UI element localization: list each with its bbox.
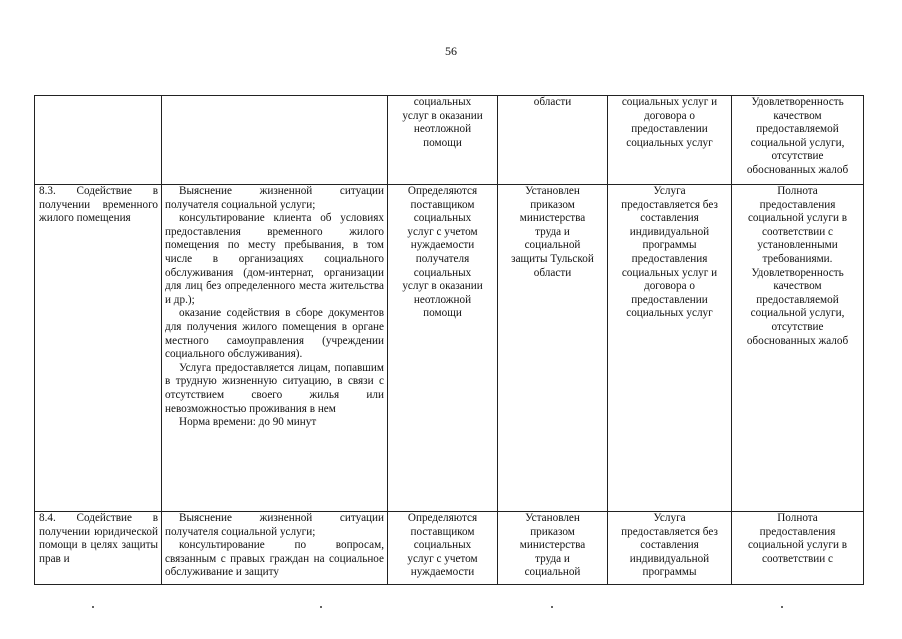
conditions-line: социальных услуг и [621, 266, 718, 279]
conditions-cell [608, 96, 732, 185]
table-row [35, 96, 864, 185]
indicators-line: предоставляемой [756, 123, 839, 136]
indicators-line: Удовлетворенность [751, 266, 844, 279]
table-row [35, 512, 864, 585]
conditions-line: составления [640, 212, 699, 225]
standard-line: Установлен [525, 512, 580, 524]
conditions-line: индивидуальной [629, 225, 710, 238]
indicators-line: качеством [773, 280, 822, 293]
conditions-line: предоставлении [631, 293, 708, 306]
indicators-line: Полнота [777, 185, 818, 197]
conditions-line: индивидуальной [629, 552, 710, 565]
conditions-line: предоставлении [631, 123, 708, 136]
conditions-line: договора о [644, 280, 695, 293]
description-cell [162, 185, 388, 512]
description-paragraph: Услуга предоставляется лицам, попавшим в трудную жизненную ситуацию, в связи с отсутствием своего жилья или невозможностью проживания в нем [165, 361, 384, 415]
provider-line: услуг в оказании [402, 280, 483, 293]
provider-line: помощи [423, 307, 462, 320]
conditions-line: социальных услуг [626, 307, 713, 320]
description-paragraph: консультирование по вопросам, связанным с правых граждан на социальное обслуживание и защиту [165, 539, 384, 579]
provider-line: Определяются [407, 512, 478, 524]
page-number: 56 [445, 44, 457, 58]
standard-line: приказом [530, 198, 575, 211]
description-paragraph: консультирование клиента об условиях предоставления временного жилого помещения по месту пребывания, в том числе в организациях социального обслуживания (дом-интернат, организации для лиц без определенного места жительства и др.); [165, 212, 384, 306]
indicators-line: социальной услуги в [747, 212, 848, 225]
conditions-line: предоставляется без [621, 525, 718, 538]
provider-line: услуг с учетом [407, 552, 478, 565]
indicators-line: обоснованных жалоб [746, 334, 849, 347]
indicators-line: соответствии с [762, 552, 833, 565]
conditions-line: программы [642, 239, 697, 252]
indicators-line: социальной услуги, [750, 307, 845, 320]
provider-line: Определяются [407, 185, 478, 197]
indicators-line: предоставляемой [756, 293, 839, 306]
conditions-cell [608, 185, 732, 512]
standard-cell [498, 96, 608, 185]
indicators-line: отсутствие [771, 150, 824, 163]
service-cell: 8.3. Содействие в получении временного жилого помещения [35, 185, 162, 512]
provider-line: поставщиком [410, 198, 475, 211]
provider-line: социальных [413, 539, 472, 552]
description-paragraph: Выяснение жизненной ситуации получателя социальной услуги; [165, 185, 384, 211]
provider-line: социальных [413, 212, 472, 225]
indicators-line: соответствии с [762, 225, 833, 238]
indicators-line: отсутствие [771, 320, 824, 333]
indicators-line: социальной услуги, [750, 136, 845, 149]
scan-dot [92, 606, 94, 608]
service-cell: 8.4. Содействие в получении юридической помощи в целях защиты прав и [35, 512, 162, 585]
provider-cell [388, 185, 498, 512]
standard-line: труда и [535, 552, 570, 565]
indicators-line: Полнота [777, 512, 818, 524]
conditions-line: социальных услуг [626, 136, 713, 149]
scan-marks [0, 606, 902, 612]
conditions-line: социальных услуг и [621, 96, 718, 108]
conditions-cell [608, 512, 732, 585]
provider-line: поставщиком [410, 525, 475, 538]
indicators-line: предоставления [759, 198, 836, 211]
standard-line: социальной [524, 566, 581, 579]
indicators-line: предоставления [759, 525, 836, 538]
provider-line: помощи [423, 136, 462, 149]
provider-line: неотложной [413, 293, 472, 306]
indicators-line: социальной услуги в [747, 539, 848, 552]
provider-cell [388, 512, 498, 585]
conditions-line: программы [642, 566, 697, 579]
provider-line: услуг с учетом [407, 225, 478, 238]
standard-line: социальной [524, 239, 581, 252]
provider-line: социальных [413, 266, 472, 279]
table-row [35, 185, 864, 512]
provider-line: неотложной [413, 123, 472, 136]
indicators-cell [732, 185, 864, 512]
time-norm: Норма времени: до 90 минут [179, 416, 317, 429]
provider-line: социальных [413, 96, 472, 108]
provider-line: нуждаемости [410, 566, 475, 579]
indicators-line: качеством [773, 109, 822, 122]
indicators-line: требованиями. [762, 252, 833, 265]
description-cell [162, 512, 388, 585]
standard-line: области [533, 96, 572, 108]
indicators-cell [732, 96, 864, 185]
standard-line: министерства [519, 539, 586, 552]
provider-cell [388, 96, 498, 185]
indicators-line: установленными [757, 239, 838, 252]
provider-line: услуг в оказании [402, 109, 483, 122]
standard-line: министерства [519, 212, 586, 225]
conditions-line: составления [640, 539, 699, 552]
conditions-line: Услуга [653, 512, 686, 524]
scan-dot [781, 606, 783, 608]
service-cell [35, 96, 162, 185]
conditions-line: договора о [644, 109, 695, 122]
description-cell [162, 96, 388, 185]
provider-line: нуждаемости [410, 239, 475, 252]
standard-line: приказом [530, 525, 575, 538]
standard-cell [498, 512, 608, 585]
standard-line: Установлен [525, 185, 580, 197]
standard-line: труда и [535, 225, 570, 238]
standard-cell [498, 185, 608, 512]
standard-line: защиты Тульской [511, 252, 594, 265]
indicators-line: обоснованных жалоб [746, 163, 849, 176]
scan-dot [551, 606, 553, 608]
provider-line: получателя [415, 252, 470, 265]
scan-dot [320, 606, 322, 608]
description-paragraph: оказание содействия в сборе документов для получения жилого помещения в органе местного самоуправления (учреждении социального обслуживания). [165, 307, 384, 361]
conditions-line: предоставления [631, 252, 708, 265]
indicators-line: Удовлетворенность [751, 96, 844, 108]
indicators-cell [732, 512, 864, 585]
services-table [34, 95, 864, 585]
conditions-line: Услуга [653, 185, 686, 197]
conditions-line: предоставляется без [621, 198, 718, 211]
standard-line: области [533, 266, 572, 279]
description-paragraph: Выяснение жизненной ситуации получателя социальной услуги; [165, 512, 384, 538]
